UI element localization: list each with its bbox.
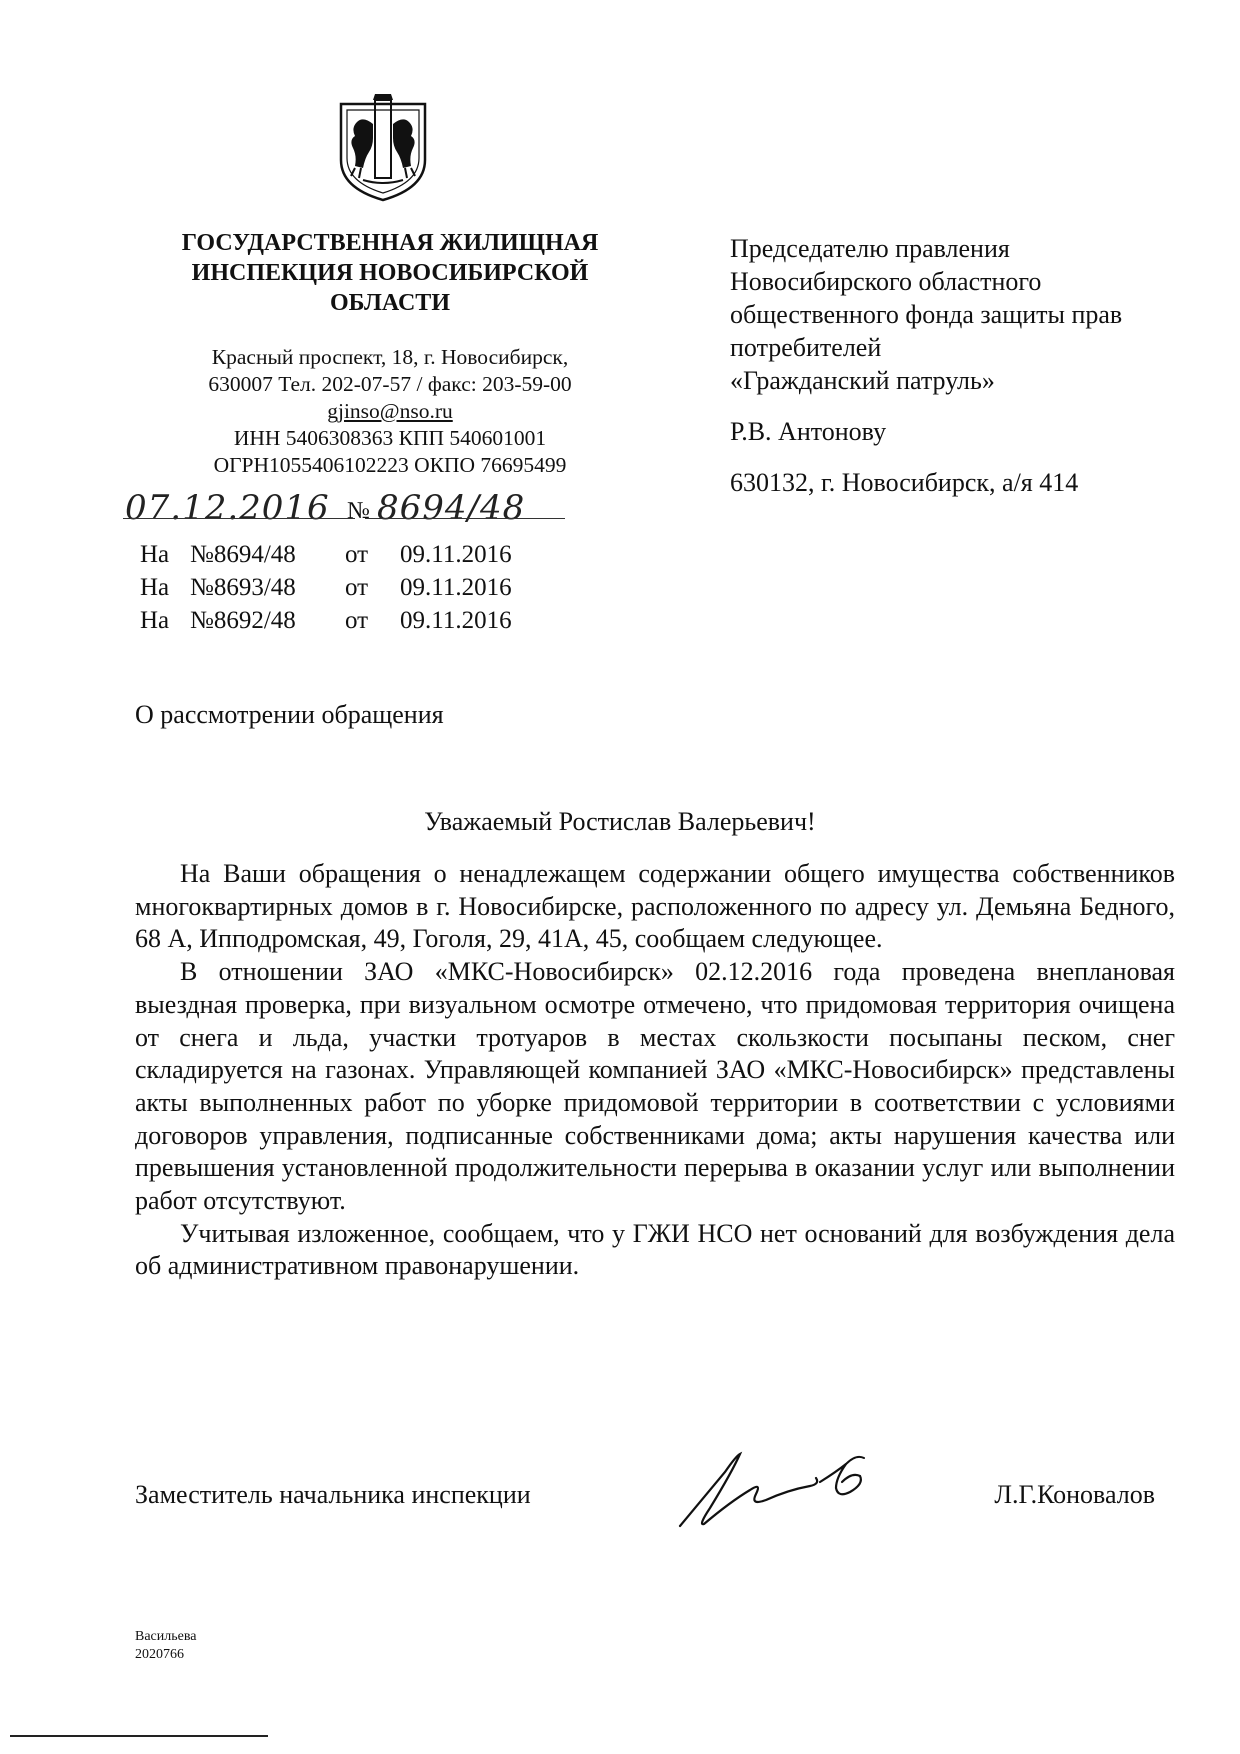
reference-from: от	[345, 541, 369, 568]
reference-date: 09.11.2016	[400, 541, 512, 568]
executor-info	[135, 1628, 196, 1664]
body-paragraph: Учитывая изложенное, сообщаем, что у ГЖИ НСО нет оснований для возбуждения дела об административном правонарушении.	[135, 1218, 1175, 1281]
letter-body	[135, 858, 1175, 1283]
reference-from: от	[345, 607, 369, 634]
sender-contacts-line: 630007 Тел. 202-07-57 / факс: 203-59-00	[208, 372, 572, 396]
sender-address-block	[130, 344, 650, 479]
executor-name: Васильева	[135, 1629, 197, 1644]
reference-prefix: На	[140, 574, 170, 601]
reference-date: 09.11.2016	[400, 607, 512, 634]
registration-date: 07.12.2016	[125, 488, 330, 528]
reference-prefix: На	[140, 607, 170, 634]
footer-divider	[10, 1735, 268, 1737]
signatory-name: Л.Г.Коновалов	[994, 1480, 1155, 1509]
recipient-title-line: потребителей	[730, 333, 882, 362]
reference-row	[140, 571, 512, 604]
letter-greeting: Уважаемый Ростислав Валерьевич!	[424, 807, 816, 836]
reference-number: №8694/48	[190, 541, 296, 568]
handwritten-signature	[670, 1442, 920, 1532]
sender-inn-kpp: ИНН 5406308363 КПП 540601001	[233, 426, 547, 450]
number-sign: №	[347, 498, 370, 524]
reference-number: №8692/48	[190, 607, 296, 634]
registration-number: 8694/48	[377, 488, 526, 528]
reference-row	[140, 604, 512, 637]
recipient-name: Р.В. Антонову	[730, 417, 887, 446]
letter-subject: О рассмотрении обращения	[135, 700, 444, 729]
sender-ogrn-okpo: ОГРН1055406102223 ОКПО 76695499	[213, 453, 567, 477]
reference-row	[140, 538, 512, 571]
executor-phone: 2020766	[135, 1647, 184, 1662]
body-paragraph: На Ваши обращения о ненадлежащем содержании общего имущества собственников многоквартирных домов в г. Новосибирске, расположенного по адресу ул. Демьяна Бедного, 68 А, Ипподромская, 49, Гоголя, 29, 41А, 45, сообщаем следующее.	[135, 859, 1175, 954]
number-underline	[365, 518, 565, 519]
reference-from: от	[345, 574, 369, 601]
recipient-address: 630132, г. Новосибирск, а/я 414	[730, 468, 1079, 497]
org-name-line: ИНСПЕКЦИЯ НОВОСИБИРСКОЙ	[191, 260, 589, 286]
date-underline	[123, 518, 355, 519]
sender-organization	[130, 228, 650, 318]
signatory-position: Заместитель начальника инспекции	[135, 1480, 531, 1509]
reference-prefix: На	[140, 541, 170, 568]
sender-email-link[interactable]: gjinso@nso.ru	[327, 399, 453, 423]
signature-row	[135, 1468, 1175, 1538]
coat-of-arms-icon	[333, 90, 433, 202]
reference-number: №8693/48	[190, 574, 296, 601]
recipient-title-line: общественного фонда защиты прав	[730, 300, 1123, 329]
recipient-title-line: Новосибирского областного	[730, 267, 1042, 296]
recipient-block	[730, 232, 1200, 499]
body-paragraph: В отношении ЗАО «МКС-Новосибирск» 02.12.2016 года проведена внеплановая выездная проверка, при визуальном осмотре отмечено, что придомовая территория очищена от снега и льда, участки тротуаров в местах скользкости посыпаны песком, снег складируется на газонах. Управляющей компанией ЗАО «МКС-Новосибирск» представлены акты выполненных работ по уборке придомовой территории в соответствии с условиями договоров управления, подписанные собственниками дома; акты нарушения качества или превышения установленной продолжительности перерыва в оказании услуг или выполнении работ отсутствуют.	[135, 957, 1175, 1216]
reference-date: 09.11.2016	[400, 574, 512, 601]
org-name-line: ОБЛАСТИ	[330, 290, 450, 316]
recipient-title-line: Председателю правления	[730, 234, 1010, 263]
registration-line	[115, 488, 565, 528]
org-name-line: ГОСУДАРСТВЕННАЯ ЖИЛИЩНАЯ	[181, 230, 599, 256]
sender-address-line: Красный проспект, 18, г. Новосибирск,	[211, 345, 569, 369]
recipient-title-line: «Гражданский патруль»	[730, 366, 995, 395]
reply-references	[140, 538, 512, 637]
